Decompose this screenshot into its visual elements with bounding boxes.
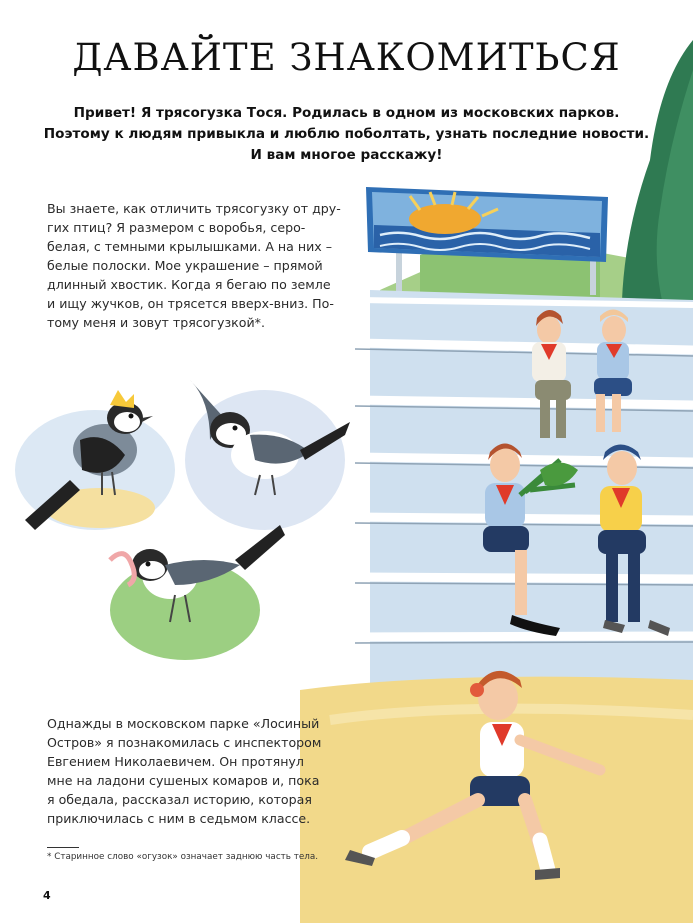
wagtail-birds-illustration bbox=[10, 360, 355, 670]
paragraph-line: Вы знаете, как отличить трясогузку от дру- bbox=[47, 201, 341, 216]
paragraph-line: длинный хвостик. Когда я бегаю по земле bbox=[47, 277, 331, 292]
paragraph-line: мне на ладони сушеных комаров и, пока bbox=[47, 773, 320, 788]
footnote-divider bbox=[47, 847, 79, 848]
paragraph-line: я обедала, рассказал историю, которая bbox=[47, 792, 312, 807]
mosaic-sign bbox=[366, 187, 608, 262]
page-number: 4 bbox=[43, 889, 51, 902]
paragraph-line: Евгением Николаевичем. Он протянул bbox=[47, 754, 304, 769]
paragraph-wagtail-description bbox=[47, 199, 341, 332]
footnote: * Старинное слово «огузок» означает заднюю часть тела. bbox=[47, 852, 319, 862]
intro-line: Поэтому к людям привыкла и люблю поболтать, узнать последние новости. bbox=[43, 126, 650, 142]
intro-line: Привет! Я трясогузка Тося. Родилась в одном из московских парков. bbox=[73, 105, 620, 121]
intro-text bbox=[30, 103, 663, 166]
paragraph-line: Остров» я познакомилась с инспектором bbox=[47, 735, 322, 750]
paragraph-line: тому меня и зовут трясогузкой*. bbox=[47, 315, 265, 330]
paragraph-line: белая, с темными крылышками. А на них – bbox=[47, 239, 333, 254]
paragraph-line: приключилась с ним в седьмом классе. bbox=[47, 811, 311, 826]
paragraph-line: гих птиц? Я размером с воробья, серо- bbox=[47, 220, 306, 235]
wagtail-with-flower bbox=[15, 390, 175, 530]
wagtail-flying bbox=[185, 380, 350, 530]
paragraph-park-story bbox=[47, 714, 327, 828]
page-title: ДАВАЙТЕ ЗНАКОМИТЬСЯ bbox=[72, 36, 621, 79]
paragraph-line: и ищу жучков, он трясется вверх-вниз. По- bbox=[47, 296, 334, 311]
intro-line: И вам многое расскажу! bbox=[250, 147, 443, 163]
paragraph-line: белые полоски. Мое украшение – прямой bbox=[47, 258, 323, 273]
wagtail-with-worm bbox=[110, 525, 285, 660]
paragraph-line: Однажды в московском парке «Лосиный bbox=[47, 716, 320, 731]
